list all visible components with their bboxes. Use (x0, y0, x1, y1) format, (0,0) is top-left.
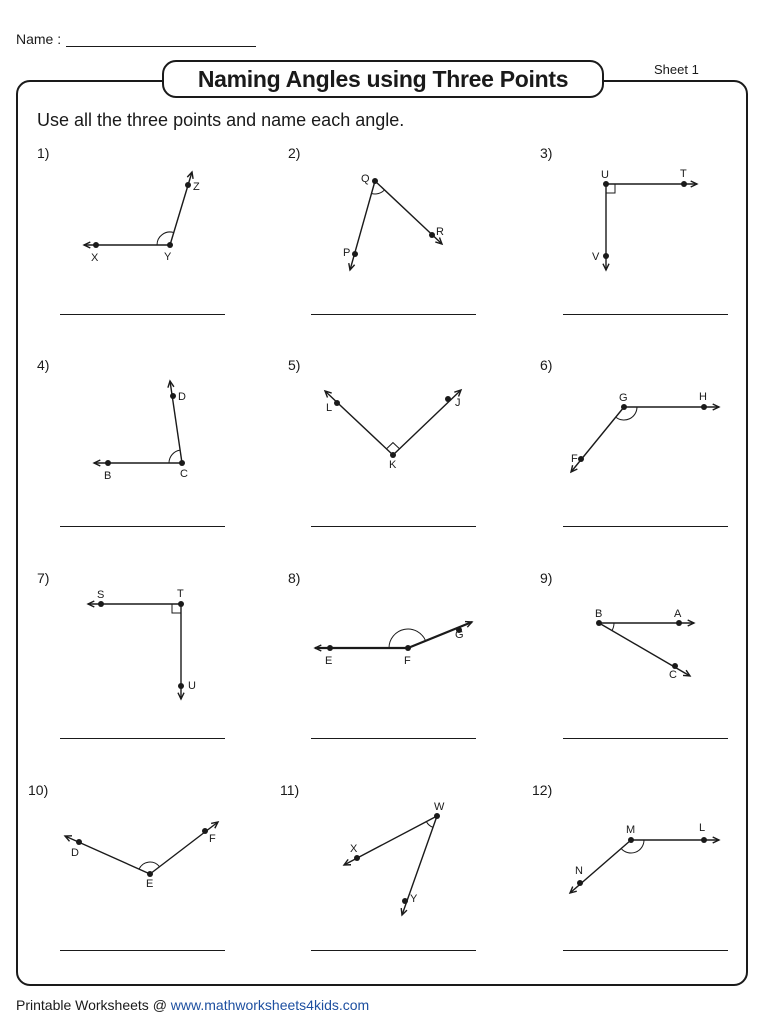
point-label: W (434, 801, 445, 813)
point-dot (93, 242, 99, 248)
vertex-dot (621, 404, 627, 410)
problem-number: 2) (288, 145, 301, 161)
point-dot (445, 396, 451, 402)
point-label: J (455, 397, 461, 409)
point-label: X (91, 252, 99, 264)
vertex-dot (434, 813, 440, 819)
point-dot (429, 232, 435, 238)
problem-number: 9) (540, 570, 553, 586)
point-label: Z (193, 181, 200, 193)
point-dot (701, 404, 707, 410)
point-label: B (595, 608, 603, 620)
instructions: Use all the three points and name each angle. (37, 110, 405, 130)
vertex-dot (372, 178, 378, 184)
problem-number: 8) (288, 570, 301, 586)
problem-number: 6) (540, 357, 553, 373)
point-dot (603, 253, 609, 259)
problem-number: 10) (28, 782, 49, 798)
point-label: F (404, 655, 411, 667)
point-label: L (699, 822, 706, 834)
point-label: X (350, 843, 358, 855)
point-label: Y (164, 251, 172, 263)
point-label: E (146, 878, 154, 890)
problem-number: 7) (37, 570, 50, 586)
vertex-dot (390, 452, 396, 458)
point-label: L (326, 402, 333, 414)
vertex-dot (178, 601, 184, 607)
vertex-dot (147, 871, 153, 877)
point-dot (681, 181, 687, 187)
point-dot (98, 601, 104, 607)
point-dot (578, 456, 584, 462)
footer (16, 997, 369, 1013)
point-dot (701, 837, 707, 843)
point-label: F (209, 833, 216, 845)
problem-number: 5) (288, 357, 301, 373)
point-dot (676, 620, 682, 626)
point-label: T (177, 588, 184, 600)
point-label: H (699, 391, 707, 403)
point-label: C (180, 468, 188, 480)
name-label: Name : (16, 31, 62, 47)
vertex-dot (405, 645, 411, 651)
point-label: D (71, 847, 79, 859)
point-label: G (455, 629, 464, 641)
point-label: Q (361, 173, 370, 185)
angle-arc (371, 190, 384, 194)
problem-number: 1) (37, 145, 50, 161)
point-dot (577, 880, 583, 886)
point-dot (202, 828, 208, 834)
point-label: A (674, 608, 682, 620)
vertex-dot (603, 181, 609, 187)
point-label: T (680, 168, 687, 180)
point-label: U (188, 680, 196, 692)
point-label: B (104, 470, 112, 482)
point-label: S (97, 589, 105, 601)
angle-ray (150, 822, 218, 874)
problem-number: 4) (37, 357, 50, 373)
point-dot (170, 393, 176, 399)
point-dot (105, 460, 111, 466)
point-label: D (178, 391, 186, 403)
problem-number: 3) (540, 145, 553, 161)
point-label: E (325, 655, 333, 667)
point-label: R (436, 226, 444, 238)
right-angle-marker (386, 443, 399, 449)
sheet-label: Sheet 1 (654, 62, 699, 77)
point-label: U (601, 169, 609, 181)
point-dot (76, 839, 82, 845)
vertex-dot (167, 242, 173, 248)
footer-link[interactable]: www.mathworksheets4kids.com (170, 997, 370, 1013)
angle-arc (426, 822, 433, 828)
point-label: F (571, 453, 578, 465)
point-label: N (575, 865, 583, 877)
vertex-dot (596, 620, 602, 626)
point-label: C (669, 669, 677, 681)
point-dot (402, 898, 408, 904)
point-label: V (592, 251, 600, 263)
problem-number: 12) (532, 782, 553, 798)
point-dot (327, 645, 333, 651)
point-label: G (619, 392, 628, 404)
angle-arc (169, 450, 180, 463)
angle-ray (571, 407, 624, 472)
point-label: K (389, 459, 397, 471)
angle-arc (612, 623, 614, 631)
point-dot (185, 182, 191, 188)
point-dot (334, 400, 340, 406)
vertex-dot (179, 460, 185, 466)
point-label: Y (410, 893, 418, 905)
problem-number: 11) (280, 782, 300, 798)
footer-label: Printable Worksheets @ (16, 997, 171, 1013)
point-label: P (343, 247, 351, 259)
angle-arc (139, 862, 159, 869)
point-dot (352, 251, 358, 257)
point-label: M (626, 824, 636, 836)
point-dot (178, 683, 184, 689)
worksheet-title: Naming Angles using Three Points (162, 60, 604, 98)
vertex-dot (628, 837, 634, 843)
point-dot (354, 855, 360, 861)
